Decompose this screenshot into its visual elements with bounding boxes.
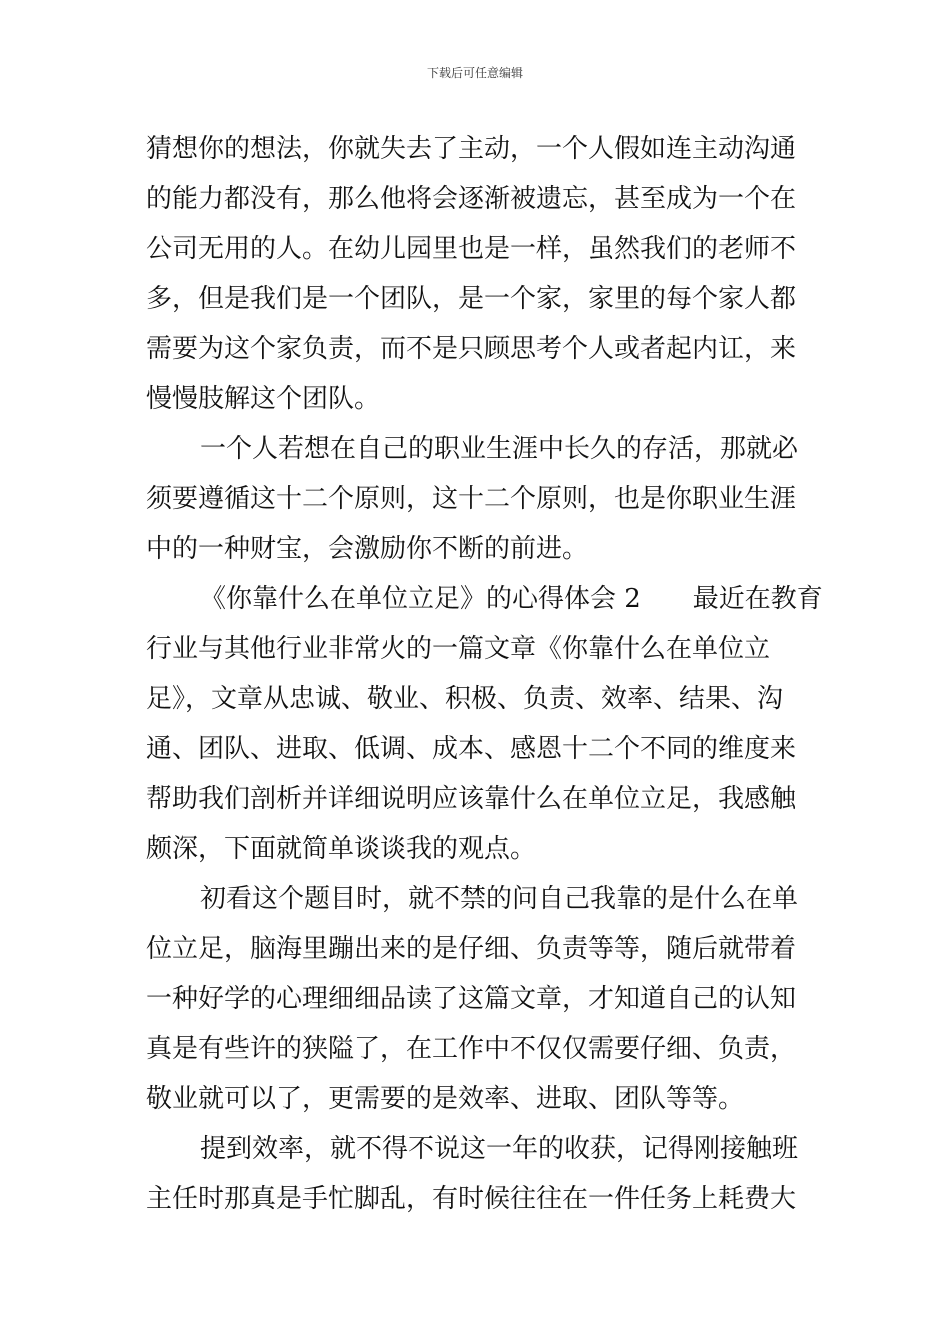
page-header: 下载后可任意编辑 — [426, 66, 523, 80]
paragraph-start-line: 提到效率，就不得不说这一年的收获，记得刚接触班 — [200, 1134, 799, 1164]
text-line: 一种好学的心理细细品读了这篇文章，才知道自己的认知 — [146, 984, 797, 1014]
text-line: 真是有些许的狭隘了，在工作中不仅仅需要仔细、负责， — [146, 1034, 797, 1064]
text-line: 敬业就可以了，更需要的是效率、进取、团队等等。 — [146, 1084, 745, 1114]
text-line: 通、团队、进取、低调、成本、感恩十二个不同的维度来 — [146, 734, 797, 764]
text-line: 的能力都没有，那么他将会逐渐被遗忘，甚至成为一个在 — [146, 184, 797, 214]
text-line: 须要遵循这十二个原则，这十二个原则，也是你职业生涯 — [146, 484, 797, 514]
text-line: 足》，文章从忠诚、敬业、积极、负责、效率、结果、沟 — [146, 684, 784, 714]
text-line: 猜想你的想法，你就失去了主动，一个人假如连主动沟通 — [146, 134, 797, 164]
text-line: 颇深，下面就简单谈谈我的观点。 — [146, 834, 537, 864]
text-line: 中的一种财宝，会激励你不断的前进。 — [146, 534, 589, 564]
text-line: 慢慢肢解这个团队。 — [146, 384, 381, 414]
text-line: 公司无用的人。在幼儿园里也是一样，虽然我们的老师不 — [146, 234, 797, 264]
text-line: 行业与其他行业非常火的一篇文章《你靠什么在单位立 — [146, 634, 771, 664]
text-line: 位立足，脑海里蹦出来的是仔细、负责等等，随后就带着 — [146, 934, 797, 964]
text-line: 多，但是我们是一个团队，是一个家，家里的每个家人都 — [146, 284, 797, 314]
paragraph-start-line: 初看这个题目时，就不禁的问自己我靠的是什么在单 — [200, 884, 799, 914]
text-line: 需要为这个家负责，而不是只顾思考个人或者起内讧，来 — [146, 334, 797, 364]
paragraph-start-line: 一个人若想在自己的职业生涯中长久的存活，那就必 — [200, 434, 799, 464]
text-line: 帮助我们剖析并详细说明应该靠什么在单位立足，我感触 — [146, 784, 797, 814]
text-line: 主任时那真是手忙脚乱，有时候往往在一件任务上耗费大 — [146, 1184, 797, 1214]
document-body — [146, 124, 823, 1224]
paragraph-start-line: 《你靠什么在单位立足》的心得体会 2 最近在教育 — [200, 584, 823, 614]
